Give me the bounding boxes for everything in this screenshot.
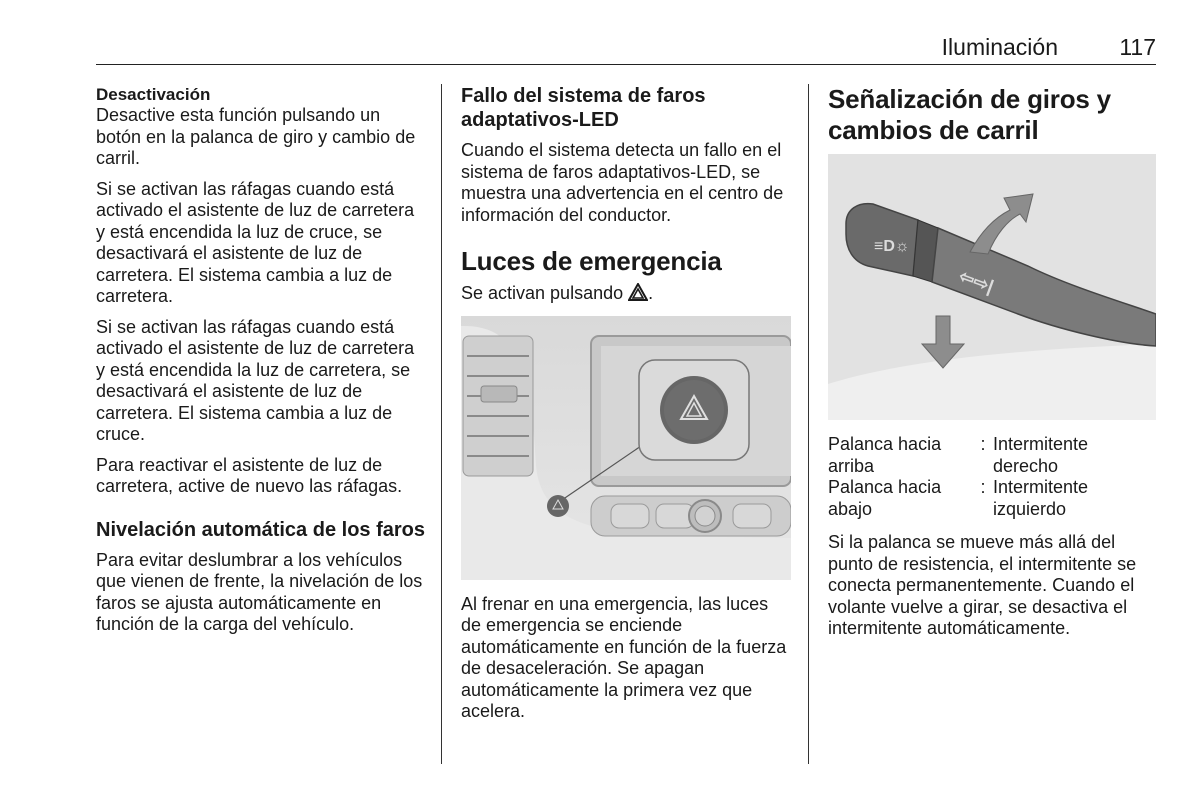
led-fault-heading: Fallo del sistema de faros adaptativos-LED xyxy=(461,85,706,131)
definition-row xyxy=(828,477,1158,520)
section-title: Iluminación xyxy=(941,34,1058,60)
paragraph: Desactive esta función pulsando un botón en la palanca de giro y cambio de carril. xyxy=(96,105,416,168)
air-vent xyxy=(463,336,533,476)
definition-separator: : xyxy=(980,477,986,497)
definition-description: Intermitente izquierdo xyxy=(993,477,1089,519)
hazard-button-small xyxy=(547,495,569,517)
turn-signal-heading: Señalización de giros y cambios de carril xyxy=(828,84,1111,145)
deactivation-heading: Desactivación xyxy=(96,85,211,104)
definition-term: Palanca hacia abajo xyxy=(828,477,942,519)
hazard-button-illustration xyxy=(461,316,791,580)
definition-separator: : xyxy=(980,434,986,454)
hazard-instruction-text: Se activan pulsando xyxy=(461,283,629,303)
definition-description: Intermitente derecho xyxy=(993,434,1089,476)
hazard-warning-triangle-icon xyxy=(628,283,648,307)
hazard-instruction-end: . xyxy=(648,283,654,303)
paragraph: Al frenar en una emergencia, las luces de emergencia se enciende automáticamente en función de la fuerza de desaceleración. Se apagan automáticamente la primera vez que acelera. xyxy=(461,593,787,721)
paragraph: Si se activan las ráfagas cuando está activado el asistente de luz de carretera y está encendida la luz de cruce, se desactivará el asistente de luz de carretera. El sistema cambia a luz de carretera. xyxy=(96,178,415,306)
turn-signal-lever-illustration xyxy=(828,154,1156,420)
column-middle xyxy=(461,84,791,732)
page-number: 117 xyxy=(1119,34,1156,60)
definition-row xyxy=(828,434,1158,477)
column-right xyxy=(828,84,1158,649)
paragraph: Cuando el sistema detecta un fallo en el sistema de faros adaptativos-LED, se muestra una advertencia en el centro de información del conductor. xyxy=(461,140,784,225)
paragraph: Si se activan las ráfagas cuando está activado el asistente de luz de carretera y está encendida la luz de carretera, se desactivará el asistente de luz de carretera. El sistema cambia a luz de cruce. xyxy=(96,316,415,444)
paragraph: Para evitar deslumbrar a los vehículos que vienen de frente, la nivelación de los faros se ajusta automáticamente en función de la carga del vehículo. xyxy=(96,549,423,634)
column-left xyxy=(96,84,426,645)
hazard-lights-heading: Luces de emergencia xyxy=(461,246,722,276)
hazard-button-magnified xyxy=(639,360,749,460)
svg-text:⇦⇨|: ⇦⇨| xyxy=(956,265,997,297)
column-divider xyxy=(808,84,809,764)
svg-text:≡D☼: ≡D☼ xyxy=(874,238,910,255)
lever-definition-list xyxy=(828,434,1158,520)
column-divider xyxy=(441,84,442,764)
control-bar xyxy=(591,496,791,536)
definition-term: Palanca hacia arriba xyxy=(828,434,942,476)
paragraph: Si la palanca se mueve más allá del punto de resistencia, el intermitente se conecta permanentemente. Cuando el volante vuelve a girar, se desactiva el intermitente automáticamente. xyxy=(828,532,1137,638)
hazard-instruction xyxy=(461,283,791,307)
page-header xyxy=(96,30,1156,65)
headlight-levelling-heading: Nivelación automática de los faros xyxy=(96,518,425,541)
paragraph: Para reactivar el asistente de luz de carretera, active de nuevo las ráfagas. xyxy=(96,454,403,496)
